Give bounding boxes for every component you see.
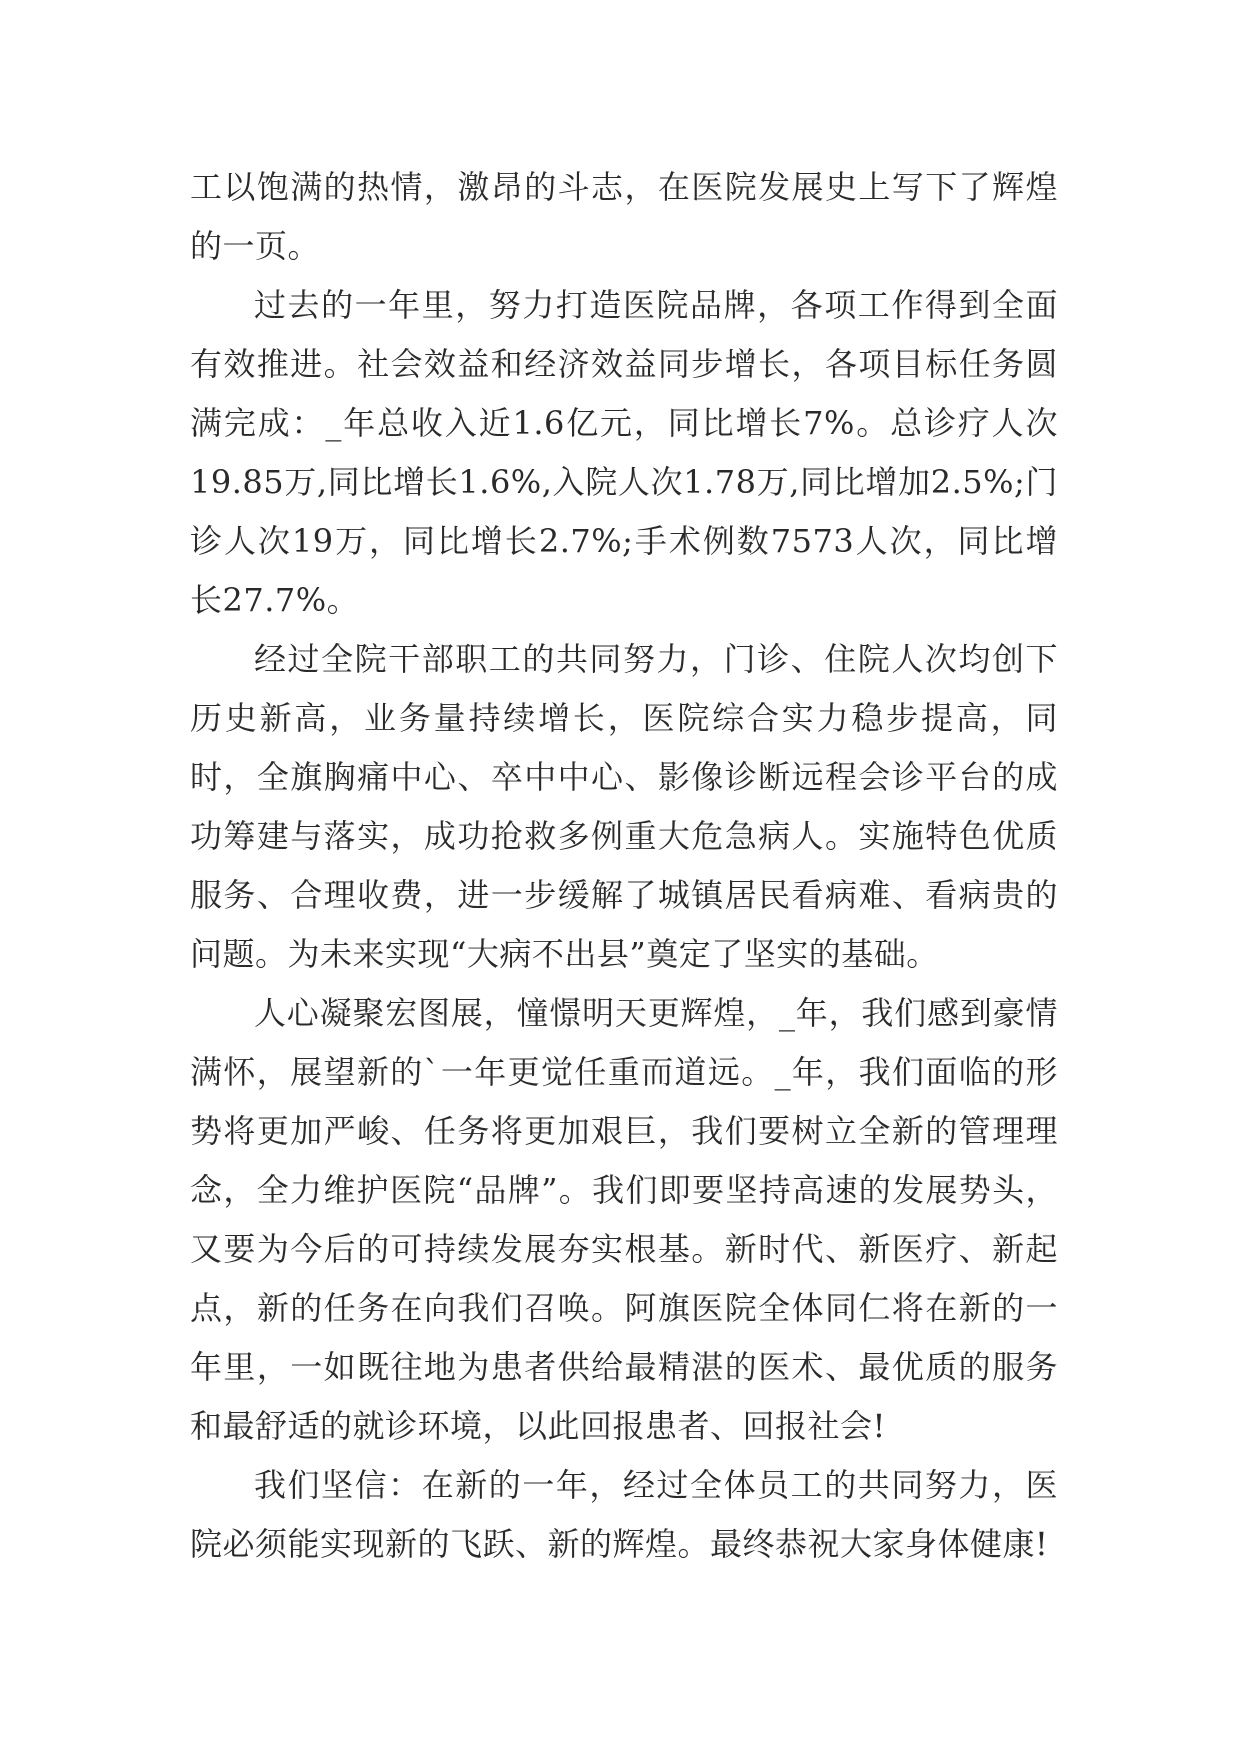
paragraph-outlook: 人心凝聚宏图展，憧憬明天更辉煌，_年，我们感到豪情满怀，展望新的`一年更觉任重而道远。_年，我们面临的形势将更加严峻、任务将更加艰巨，我们要树立全新的管理理念，全力维护医院“品牌”。我们即要坚持高速的发展势头，又要为今后的可持续发展夯实根基。新时代、新医疗、新起点，新的任务在向我们召唤。阿旗医院全体同仁将在新的一年里，一如既往地为患者供给最精湛的医术、最优质的服务和最舒适的就诊环境，以此回报患者、回报社会! (190, 994, 1058, 1445)
document-body (190, 158, 1058, 1574)
paragraph-joint-efforts: 经过全院干部职工的共同努力，门诊、住院人次均创下历史新高，业务量持续增长，医院综合实力稳步提高，同时，全旗胸痛中心、卒中中心、影像诊断远程会诊平台的成功筹建与落实，成功抢救多例重大危急病人。实施特色优质服务、合理收费，进一步缓解了城镇居民看病难、看病贵的问题。为未来实现“大病不出县”奠定了坚实的基础。 (190, 640, 1058, 973)
paragraph-closing: 我们坚信：在新的一年，经过全体员工的共同努力，医院必须能实现新的飞跃、新的辉煌。最终恭祝大家身体健康! (190, 1466, 1058, 1563)
paragraph-achievements: 过去的一年里，努力打造医院品牌，各项工作得到全面有效推进。社会效益和经济效益同步增长，各项目标任务圆满完成：_年总收入近1.6亿元，同比增长7%。总诊疗人次19.85万,同比增长1.6%,入院人次1.78万,同比增加2.5%;门诊人次19万，同比增长2.7%;手术例数7573人次，同比增长27.7%。 (190, 286, 1058, 619)
paragraph-continuation: 工以饱满的热情，激昂的斗志，在医院发展史上写下了辉煌的一页。 (190, 168, 1058, 265)
